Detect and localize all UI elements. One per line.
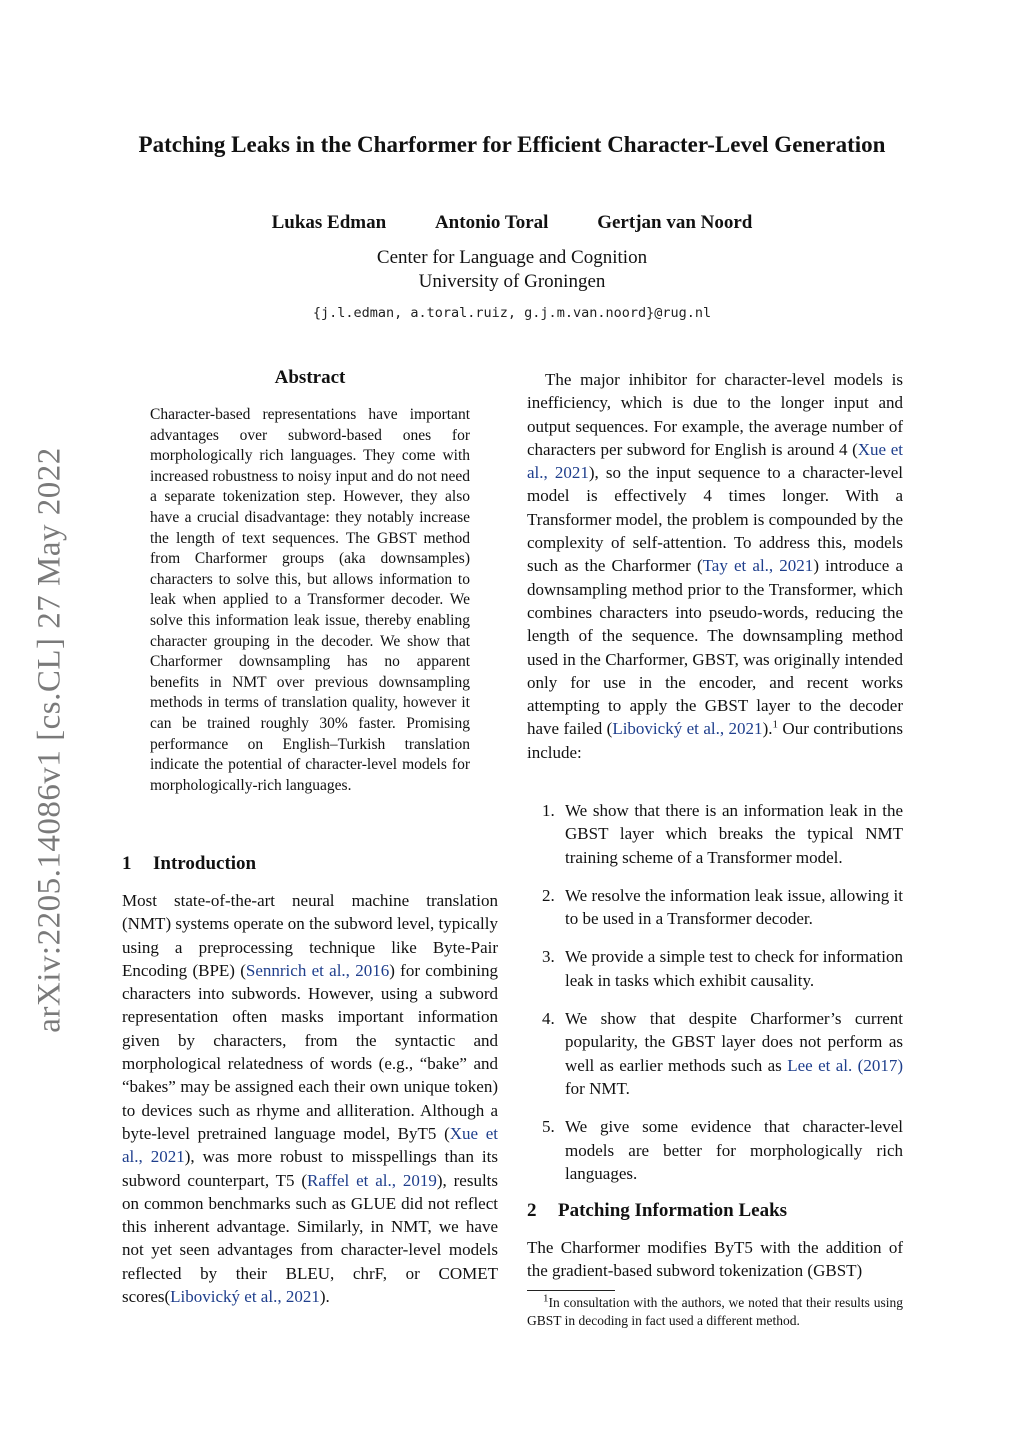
list-number: 4. <box>542 1009 555 1029</box>
abstract-heading: Abstract <box>274 367 346 388</box>
list-item: 1. We show that there is an information leak in the GBST layer which breaks the typical NMT training scheme of a Transformer model. <box>542 801 903 867</box>
contributions-list <box>527 799 903 1200</box>
paper-title: Patching Leaks in the Charformer for Efficient Character-Level Generation <box>138 132 886 157</box>
list-item: 4. We show that despite Charformer’s current popularity, the GBST layer does not perform as well as earlier methods such as Lee et al. (2017) for NMT. <box>542 1009 904 1098</box>
section-number: 1 <box>122 853 132 874</box>
footnote-divider <box>527 1290 615 1291</box>
citation-link[interactable]: Lee et al. (2017) <box>787 1055 904 1075</box>
list-item: 3. We provide a simple test to check for information leak in tasks which exhibit causality. <box>542 947 903 990</box>
section-heading <box>122 853 256 875</box>
intro-paragraph-1: Most state-of-the-art neural machine translation (NMT) systems operate on the subword level, typically using a preprocessing technique like Byte-Pair Encoding (BPE) (Sennrich et al., 2016) for combining characters into subwords. However, using a subword representation often masks important information given by characters, from the syntactic and morphological relatedness of words (e.g., “bake” and “bakes” may be assigned each their own unique token) to devices such as rhyme and alliteration. Although a byte-level pretrained language model, ByT5 (Xue et al., 2021), was more robust to misspellings than its subword counterpart, T5 (Raffel et al., 2019), results on common benchmarks such as GLUE did not reflect this inherent advantage. Similarly, in NMT, we have not yet seen advantages from character-level models reflected by their BLEU, chrF, or COMET scores(Libovický et al., 2021). <box>122 891 499 1307</box>
section-title: Introduction <box>153 853 257 874</box>
author-name: Lukas Edman <box>271 212 387 233</box>
list-number: 1. <box>542 801 555 820</box>
affiliation-line: Center for Language and Cognition <box>376 247 648 268</box>
section-title: Patching Information Leaks <box>558 1200 788 1221</box>
author-name: Antonio Toral <box>434 212 549 233</box>
arxiv-identifier: arXiv:2205.14086v1 [cs.CL] 27 May 2022 <box>31 447 68 1033</box>
list-item: 5. We give some evidence that character-level models are better for morphologically rich languages. <box>542 1117 903 1183</box>
citation-link[interactable]: Libovický et al., 2021 <box>612 719 763 739</box>
footnote: $^1$In consultation with the authors, we noted that their results using GBST in decoding in fact used a different method. <box>527 1292 903 1328</box>
citation-link[interactable]: Xue et al., 2021 <box>527 439 903 483</box>
author-list <box>120 212 904 234</box>
affiliation <box>120 246 904 294</box>
section-number: 2 <box>527 1200 537 1221</box>
citation-link[interactable]: Raffel et al., 2019 <box>307 1170 437 1190</box>
list-number: 3. <box>542 947 555 967</box>
abstract-text: Character-based representations have important advantages over subword-based ones for morphologically rich languages. They come with increased robustness to noisy input and do not need a separate tokenization step. However, they also have a crucial disadvantage: they notably increase the length of text sequences. The GBST method from Charformer groups (aka downsamples) characters to solve this, but allows information to leak when applied to a Transformer decoder. We solve this information leak issue, thereby enabling character grouping in the decoder. We show that Charformer downsampling has no apparent benefits in NMT over previous downsampling methods in terms of translation quality, however it can be trained roughly 30% faster. Promising performance on English–Turkish translation indicate the potential of character-level models for morphologically-rich languages. <box>150 406 470 794</box>
list-number: 2. <box>542 885 555 905</box>
section2-paragraph: The Charformer modifies ByT5 with the addition of the gradient-based subword tokenization (GBST) <box>527 1238 903 1281</box>
citation-link[interactable]: Libovický et al., 2021 <box>170 1287 320 1307</box>
list-number: 5. <box>542 1117 555 1137</box>
citation-link[interactable]: Tay et al., 2021 <box>702 556 814 576</box>
citation-link[interactable]: Xue et al., 2021 <box>122 1123 498 1167</box>
author-emails: {j.l.edman, a.toral.ruiz, g.j.m.van.noord}@rug.nl <box>312 305 712 321</box>
intro-paragraph-2: The major inhibitor for character-level models is inefficiency, which is due to the longer input and output sequences. For example, the average number of characters per subword for English is around 4 (Xue et al., 2021), so the input sequence to a character-level model is effectively 4 times longer. With a Transformer model, the problem is compounded by the complexity of self-attention. To address this, models such as the Charformer (Tay et al., 2021) introduce a downsampling method prior to the Transformer, which combines characters into pseudo-words, reducing the length of the sequence. The downsampling method used in the Charformer, GBST, was originally intended only for use in the encoder, and recent works attempting to apply the GBST layer to the decoder have failed (Libovický et al., 2021).$^1$ Our contributions include: <box>527 370 904 762</box>
list-item: 2. We resolve the information leak issue, allowing it to be used in a Transformer decoder. <box>542 885 903 929</box>
author-name: Gertjan van Noord <box>597 212 753 233</box>
citation-link[interactable]: Sennrich et al., 2016 <box>245 960 390 980</box>
affiliation-line: University of Groningen <box>418 271 606 292</box>
footnote-number: 1 <box>543 1292 549 1305</box>
footnote-marker[interactable]: 1 <box>772 718 778 731</box>
section-heading <box>527 1200 787 1222</box>
